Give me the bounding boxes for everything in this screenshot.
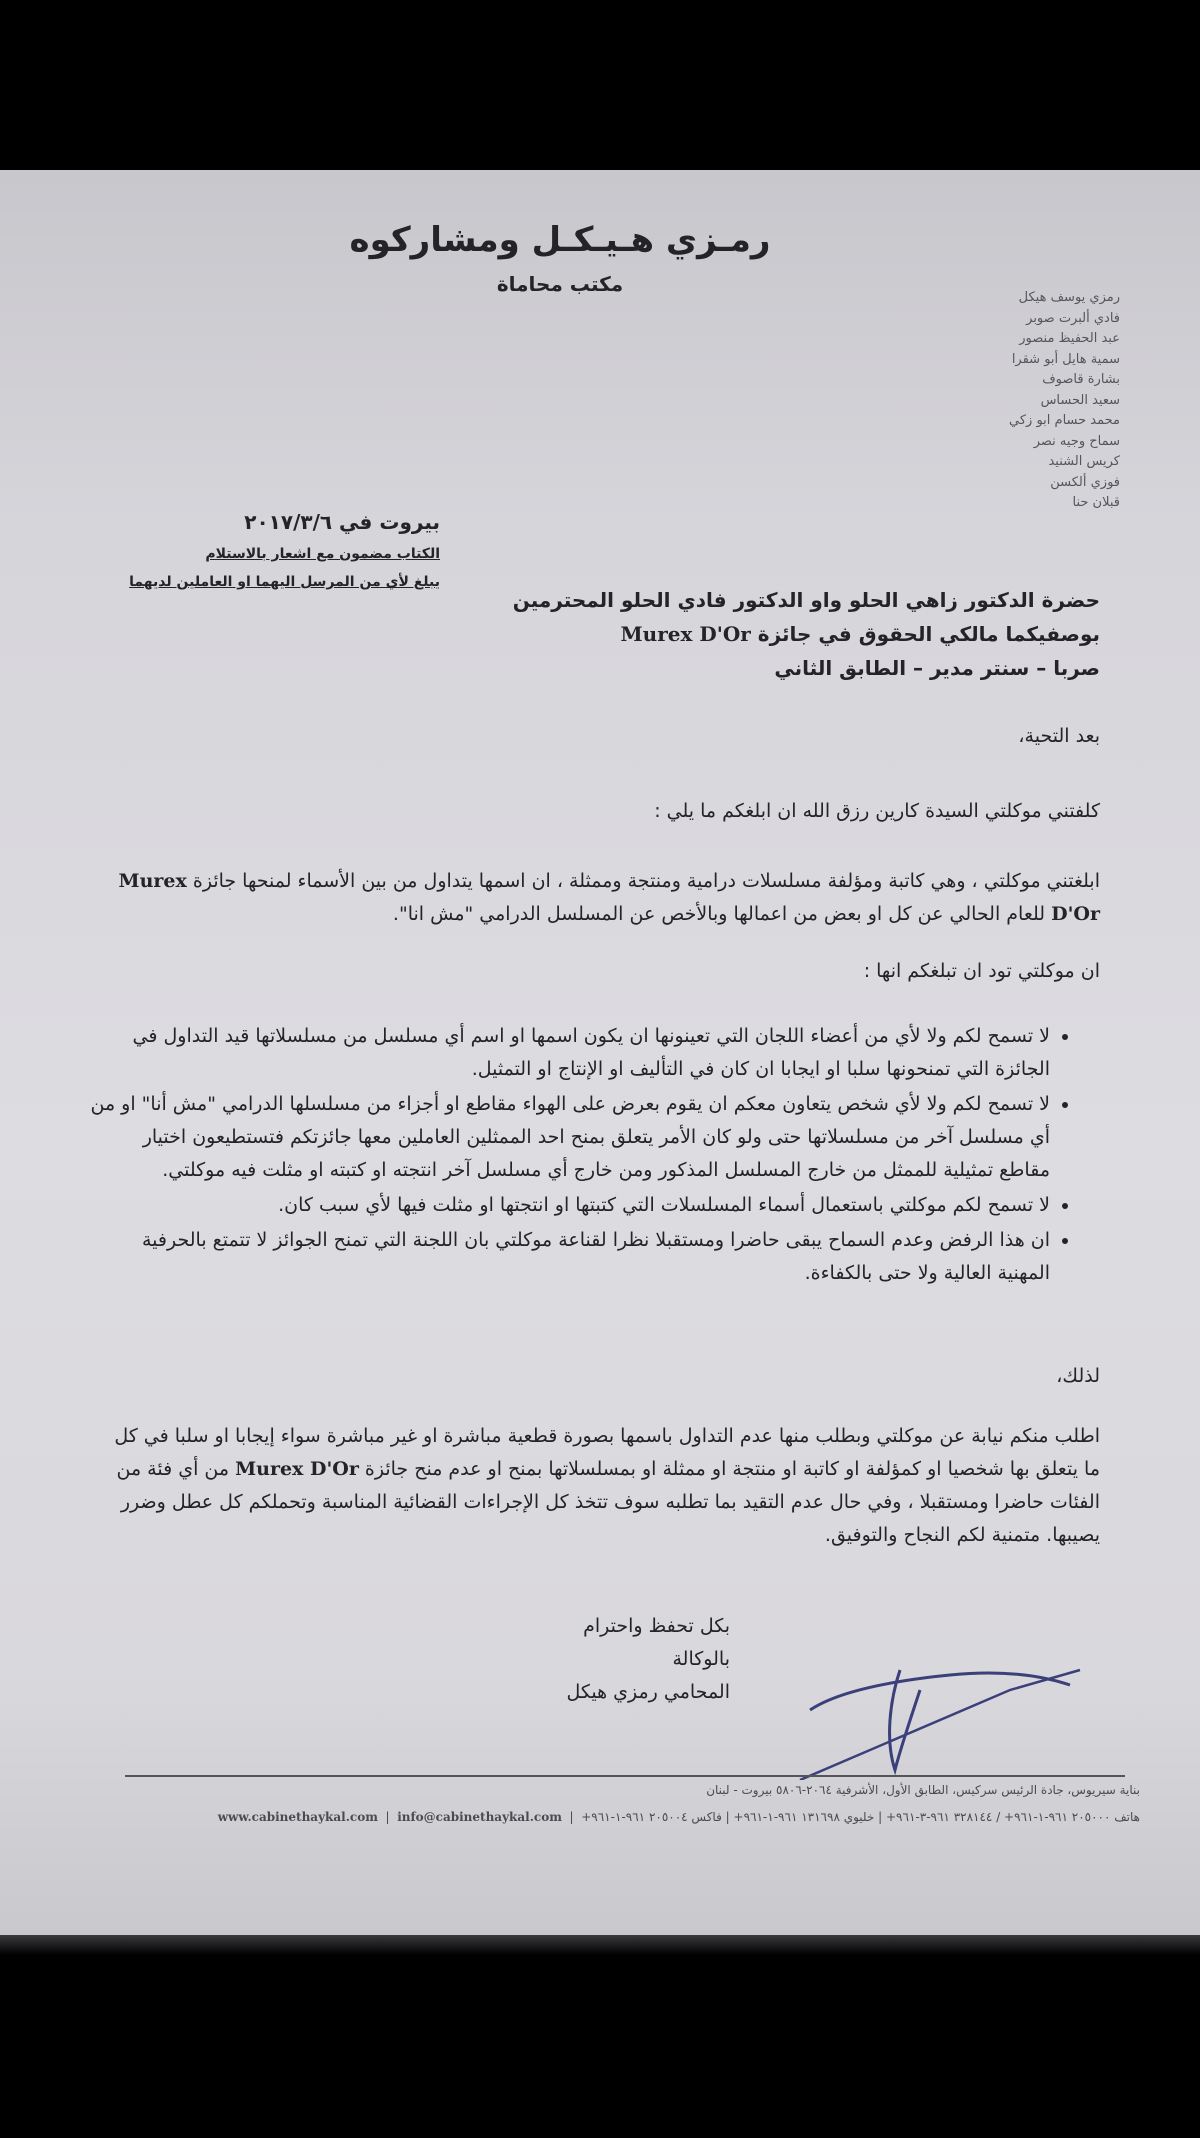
closing-line: المحامي رمزي هيكل bbox=[566, 1681, 730, 1703]
partner-name: فادي ألبرت صوبر bbox=[1026, 310, 1120, 326]
photo-edge-shadow bbox=[0, 1935, 1200, 1955]
paragraph bbox=[110, 865, 1100, 931]
partner-name: كريس الشنيد bbox=[1048, 454, 1120, 469]
paragraph-text: للعام الحالي عن كل او بعض من اعمالها وبالأخص عن المسلسل الدرامي "مش انا". bbox=[392, 903, 1046, 925]
list-item: • لا تسمح لكم موكلتي باستعمال أسماء المسلسلات التي كتبتها او انتجتها او مثلت فيها لأي سبب كان. bbox=[90, 1189, 1050, 1222]
delivery-note: يبلغ لأي من المرسل اليهما او العاملين لديهما bbox=[129, 574, 440, 590]
list-item: • ان هذا الرفض وعدم السماح يبقى حاضرا ومستقبلا نظرا لقناعة موكلتي بان اللجنة التي تمنح الجوائز لا تتمتع بالحرفية المهنية العالية ولا حتى بالكفاءة. bbox=[90, 1224, 1050, 1290]
letter-date: بيروت في ٢٠١٧/٣/٦ bbox=[244, 510, 440, 534]
paragraph-text: من أي فئة من الفئات حاضرا ومستقبلا ، وفي حال عدم التقيد بما تطلبه سوف تتخذ كل الإجراءات القضائية المناسبة وتحملكم كل عطل وضرر يصيبها. متمنية لكم النجاح والتوفيق. bbox=[116, 1458, 1100, 1546]
paragraph bbox=[110, 1420, 1100, 1552]
closing-line: بالوكالة bbox=[672, 1648, 730, 1670]
firm-name: رمـزي هـيـكـل ومشاركوه bbox=[349, 220, 771, 260]
closing-line: بكل تحفظ واحترام bbox=[583, 1615, 730, 1637]
partner-name: عبد الحفيظ منصور bbox=[1019, 331, 1120, 346]
partners-list bbox=[980, 288, 1120, 514]
footer-phones: هاتف ٢٠٥٠٠٠ ٩٦١-١-٩٦١+ / ٣٢٨١٤٤ ٩٦١-٣-٩٦١+ | خليوي ١٣١٦٩٨ ٩٦١-١-٩٦١+ | فاكس ٢٠٥٠٠٤ ٩٦١-١-٩٦١+ bbox=[581, 1810, 1140, 1824]
paragraph-text: ابلغتني موكلتي ، وهي كاتبة ومؤلفة مسلسلات درامية ومنتجة وممثلة ، ان اسمها يتداول من بين الأسماء لمنحها جائزة bbox=[192, 870, 1100, 892]
paragraph-text: اطلب منكم نيابة عن موكلتي وبطلب منها عدم التداول باسمها بصورة قطعية مباشرة او غير مباشرة سواء إيجابا او سلبا في كل ما يتعلق بها شخصيا او كمؤلفة او كاتبة او منتجة او ممثلة او بمسلسلاتها بمنح او عدم منح جائزة bbox=[114, 1425, 1100, 1480]
award-name: Murex D'Or bbox=[620, 622, 751, 646]
award-name: Murex D'Or bbox=[235, 1458, 359, 1480]
addressee-line bbox=[340, 622, 1100, 646]
list-item: • لا تسمح لكم ولا لأي شخص يتعاون معكم ان يقوم بعرض على الهواء مقاطع او أجزاء من مسلسلها الدرامي "مش أنا" او من أي مسلسل آخر من مسلسلاتها حتى ولو كان الأمر يتعلق بمنح احد الممثلين العاملين معها جائزتكم فتستطيعون اختيار مقاطع تمثيلية للممثل من خارج المسلسل المذكور ومن خارج أي مسلسل آخر انتجته او كتبته او مثلت فيه موكلتي. bbox=[90, 1088, 1050, 1187]
paragraph: كلفتني موكلتي السيدة كارين رزق الله ان ابلغكم ما يلي : bbox=[654, 800, 1100, 822]
award-name: Murex D'Or bbox=[118, 870, 1100, 925]
partner-name: قبلان حنا bbox=[1072, 495, 1120, 510]
footer-divider bbox=[125, 1775, 1125, 1777]
demands-list bbox=[90, 1020, 1080, 1292]
partner-name: سعيد الحساس bbox=[1040, 392, 1120, 408]
partner-name: رمزي يوسف هيكل bbox=[1018, 290, 1120, 305]
firm-subtitle: مكتب محاماة bbox=[496, 272, 624, 296]
addressee-line: حضرة الدكتور زاهي الحلو واو الدكتور فادي الحلو المحترمين bbox=[512, 588, 1100, 612]
addressee-prefix: بوصفيكما مالكي الحقوق في جائزة bbox=[757, 622, 1100, 646]
partner-name: سماح وجيه نصر bbox=[1033, 433, 1120, 449]
addressee-line: صربا – سنتر مدير – الطابق الثاني bbox=[774, 656, 1100, 680]
partner-name: سمية هايل أبو شقرا bbox=[1011, 351, 1120, 367]
footer-email: info@cabinethaykal.com bbox=[397, 1810, 562, 1824]
greeting: بعد التحية، bbox=[1018, 725, 1100, 747]
delivery-note: الكتاب مضمون مع اشعار بالاستلام bbox=[205, 546, 440, 562]
footer-address: بناية سيريوس، جادة الرئيس سركيس، الطابق الأول، الأشرفية ٢٠٦٤-٥٨٠٦ بيروت - لبنان bbox=[706, 1783, 1140, 1797]
partner-name: محمد حسام ابو زكي bbox=[1009, 413, 1120, 428]
therefore-label: لذلك، bbox=[1056, 1365, 1100, 1387]
list-item: • لا تسمح لكم ولا لأي من أعضاء اللجان التي تعينونها ان يكون اسمها او اسم أي مسلسل من مسلسلاتها قيد التداول في الجائزة التي تمنحونها سلبا او ايجابا ان كان في التأليف او الإنتاج او التمثيل. bbox=[90, 1020, 1050, 1086]
closing bbox=[490, 1610, 730, 1709]
footer-website: www.cabinethaykal.com bbox=[217, 1810, 378, 1824]
signature-mark bbox=[780, 1630, 1160, 1780]
partner-name: فوزي ألكسن bbox=[1050, 474, 1120, 490]
letter-page bbox=[0, 170, 1200, 1940]
paragraph: ان موكلتي تود ان تبلغكم انها : bbox=[863, 960, 1100, 982]
footer-contacts: هاتف ٢٠٥٠٠٠ ٩٦١-١-٩٦١+ / ٣٢٨١٤٤ ٩٦١-٣-٩٦١+ | خليوي ١٣١٦٩٨ ٩٦١-١-٩٦١+ | فاكس ٢٠٥٠٠٤ ٩٦١-١-٩٦١+ | info@cabinethaykal.com | www.cabinethaykal.com bbox=[217, 1810, 1140, 1824]
partner-name: بشارة قاصوف bbox=[1042, 372, 1120, 387]
